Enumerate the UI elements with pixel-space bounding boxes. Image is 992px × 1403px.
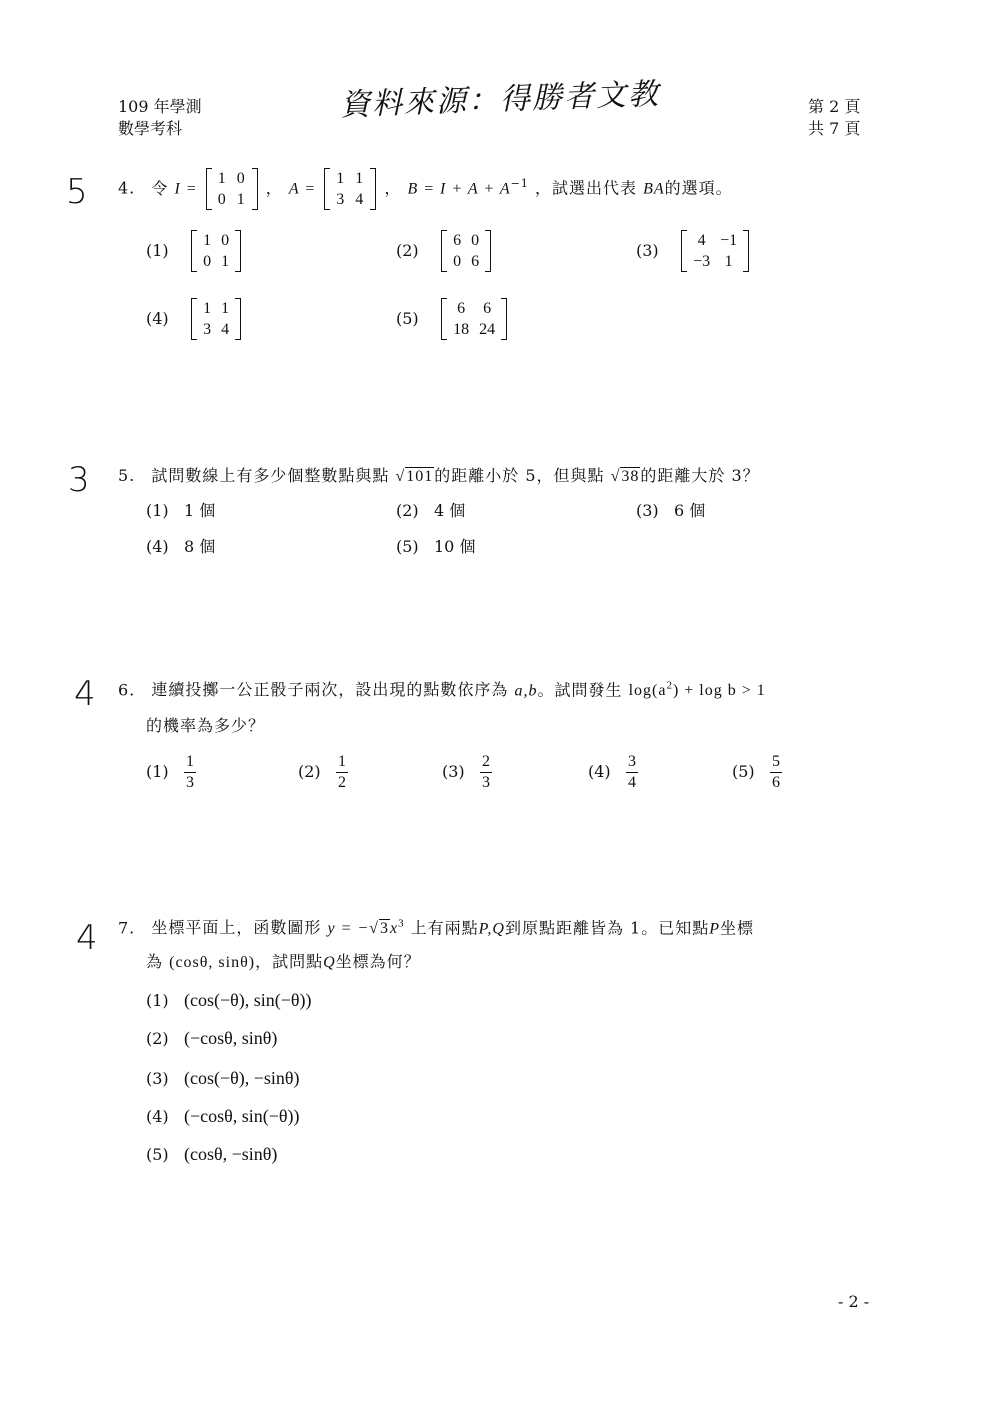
question-4-stem: 4. 令 I = 1 0 0 1 ， A = 1 1 3 4 ， $B = I + A + A^{-1}$ ，試選出代表 BA的選項。 (118, 170, 733, 208)
question-number: 6. (118, 680, 136, 700)
question-5-stem: 5. 試問數線上有多少個整數點與點 √101的距離小於 5，但與點 √38的距離大於 3？ (118, 464, 760, 489)
handwritten-answer-q6: 4 (74, 674, 96, 714)
page-total: 共 7 頁 (808, 119, 861, 138)
exam-subject: 數學考科 (118, 119, 183, 138)
page-number: - 2 - (838, 1292, 870, 1311)
handwritten-answer-q7: 4 (76, 918, 98, 958)
matrix-I-label: I = (174, 180, 198, 198)
log-condition: $\log(a^2) + \log b > 1$ (628, 680, 766, 700)
handwritten-answer-q4: 5 (66, 172, 88, 212)
q4-option-5: (5) 6 6 18 24 (396, 298, 509, 340)
q7-option-4: (4) (−cosθ, sin(−θ)) (146, 1106, 300, 1126)
question-number: 4. (118, 178, 136, 198)
q6-option-4: (4) $\frac{3}{4}$ (588, 753, 636, 791)
exam-year: 109 年學測 (118, 97, 202, 116)
question-6-line2: 的機率為多少？ (146, 716, 266, 735)
matrix-A: 1 1 3 4 (324, 168, 376, 210)
sqrt-38: √38 (610, 468, 640, 485)
q5-option-4: (4) 8 個 (146, 537, 216, 556)
matrix-A-label: A = (288, 180, 317, 198)
q5-option-3: (3) 6 個 (636, 501, 706, 520)
question-7-line2: 為 (cosθ, sinθ)，試問點Q坐標為何？ (146, 952, 421, 971)
q4-option-4: (4) 1 1 3 4 (146, 298, 243, 340)
source-note: 資料來源：得勝者文教 (339, 76, 661, 123)
q6-option-3: (3) $\frac{2}{3}$ (442, 753, 490, 791)
q7-option-5: (5) (cosθ, −sinθ) (146, 1144, 278, 1164)
sqrt-101: √101 (395, 468, 434, 485)
q5-option-5: (5) 10 個 (396, 537, 476, 556)
q4-option-3: (3) 4 −1 −3 1 (636, 230, 751, 272)
question-7-stem: 7. 坐標平面上，函數圖形 $y = -√3x^3$ 上有兩點P,Q到原點距離皆為 1。已知點P坐標 (118, 918, 755, 938)
page-current: 第 2 頁 (808, 97, 861, 116)
question-number: 5. (118, 466, 136, 485)
q7-option-3: (3) (cos(−θ), −sinθ) (146, 1068, 300, 1088)
matrix-I: 1 0 0 1 (206, 168, 258, 210)
q5-option-1: (1) 1 個 (146, 501, 216, 520)
page-info (808, 96, 860, 140)
question-number: 7. (118, 918, 136, 938)
q7-option-2: (2) (−cosθ, sinθ) (146, 1028, 278, 1048)
q4-option-2: (2) 6 0 0 6 (396, 230, 493, 272)
expression-B: B = I + A + A (407, 180, 511, 198)
handwritten-answer-q5: 3 (68, 460, 90, 500)
q6-option-5: (5) $\frac{5}{6}$ (732, 753, 780, 791)
question-6-stem: 6. 連續投擲一公正骰子兩次，設出現的點數依序為 a,b。試問發生 $\log(a^2) + \log b > 1$ (118, 680, 766, 700)
function-expression: $y = -√3x^3$ (327, 918, 405, 938)
q4-option-1: (1) 1 0 0 1 (146, 230, 243, 272)
q7-option-1: (1) (cos(−θ), sin(−θ)) (146, 990, 312, 1010)
q6-option-2: (2) $\frac{1}{2}$ (298, 753, 346, 791)
exam-title (118, 96, 202, 140)
q6-option-1: (1) $\frac{1}{3}$ (146, 753, 194, 791)
q5-option-2: (2) 4 個 (396, 501, 466, 520)
